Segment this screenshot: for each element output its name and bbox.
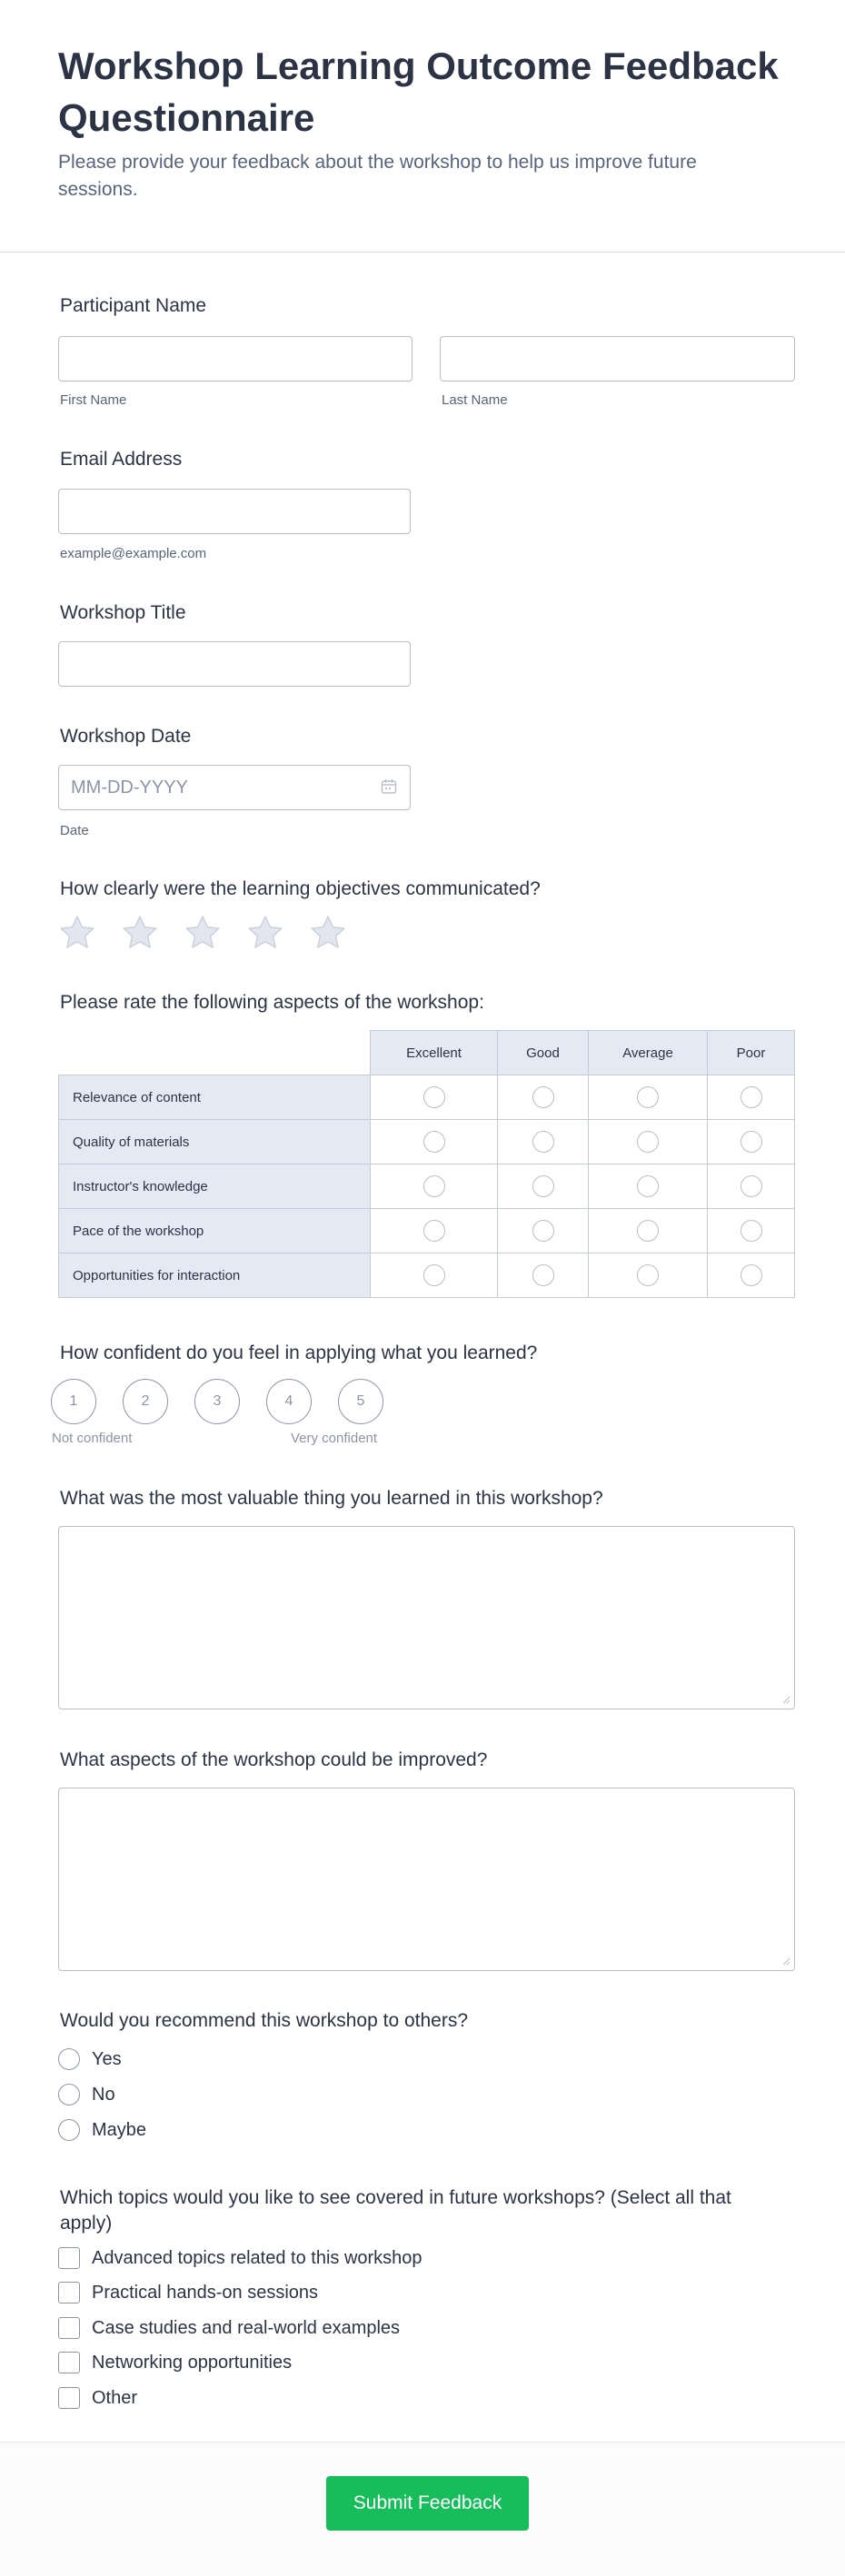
recommend-option-label: Maybe [92, 2120, 147, 2140]
matrix-cell [371, 1253, 498, 1298]
rating-matrix [58, 1030, 795, 1298]
matrix-corner [59, 1031, 371, 1075]
recommend-label: Would you recommend this workshop to others? [60, 2010, 468, 2031]
improve-label: What aspects of the workshop could be improved? [60, 1749, 488, 1770]
matrix-radio[interactable] [741, 1131, 762, 1153]
last-name-input[interactable] [440, 336, 795, 381]
scale-option-1[interactable]: 1 [51, 1379, 96, 1424]
matrix-radio[interactable] [532, 1220, 554, 1242]
matrix-label: Please rate the following aspects of the workshop: [60, 992, 484, 1013]
matrix-radio[interactable] [423, 1086, 445, 1108]
workshop-date-input[interactable] [58, 765, 411, 810]
matrix-cell [708, 1164, 795, 1209]
matrix-cell [498, 1209, 589, 1253]
matrix-radio[interactable] [741, 1264, 762, 1286]
matrix-cell [708, 1209, 795, 1253]
improve-textarea[interactable] [58, 1788, 795, 1971]
resize-grip-icon[interactable] [781, 1957, 790, 1966]
matrix-cell [371, 1209, 498, 1253]
matrix-cell [371, 1164, 498, 1209]
matrix-cell [708, 1253, 795, 1298]
matrix-row [59, 1075, 795, 1120]
last-name-sublabel: Last Name [442, 392, 508, 408]
matrix-radio[interactable] [741, 1220, 762, 1242]
matrix-cell [498, 1164, 589, 1209]
recommend-radio-yes[interactable] [58, 2048, 80, 2070]
participant-name-label: Participant Name [60, 295, 207, 316]
scale-option-2[interactable]: 2 [123, 1379, 168, 1424]
scale-option-5[interactable]: 5 [338, 1379, 383, 1424]
matrix-radio[interactable] [423, 1131, 445, 1153]
matrix-row [59, 1253, 795, 1298]
matrix-row-label: Opportunities for interaction [59, 1253, 371, 1298]
recommend-option-label: No [92, 2085, 115, 2105]
matrix-cell [498, 1120, 589, 1164]
first-name-sublabel: First Name [60, 392, 127, 408]
matrix-row [59, 1120, 795, 1164]
matrix-radio[interactable] [741, 1175, 762, 1197]
matrix-radio[interactable] [532, 1086, 554, 1108]
matrix-column-header: Good [498, 1031, 589, 1075]
matrix-radio[interactable] [637, 1175, 659, 1197]
topic-option-label: Advanced topics related to this workshop [92, 2248, 422, 2268]
matrix-cell [708, 1075, 795, 1120]
topic-option-label: Other [92, 2388, 138, 2408]
topic-checkbox[interactable] [58, 2282, 80, 2304]
resize-grip-icon[interactable] [781, 1695, 790, 1704]
star-icon[interactable] [309, 914, 347, 952]
matrix-row-label: Pace of the workshop [59, 1209, 371, 1253]
submit-button[interactable]: Submit Feedback [326, 2476, 529, 2531]
scale-option-3[interactable]: 3 [194, 1379, 240, 1424]
matrix-radio[interactable] [637, 1131, 659, 1153]
star-icon[interactable] [246, 914, 284, 952]
matrix-radio[interactable] [532, 1175, 554, 1197]
recommend-radio-no[interactable] [58, 2084, 80, 2105]
matrix-row-label: Instructor's knowledge [59, 1164, 371, 1209]
matrix-radio[interactable] [532, 1264, 554, 1286]
page-subtitle: Please provide your feedback about the workshop to help us improve future sessions. [58, 152, 697, 200]
matrix-cell [498, 1253, 589, 1298]
matrix-cell [708, 1120, 795, 1164]
matrix-column-header: Poor [708, 1031, 795, 1075]
topic-checkbox[interactable] [58, 2387, 80, 2409]
matrix-cell [589, 1164, 708, 1209]
workshop-title-label: Workshop Title [60, 602, 186, 623]
valuable-textarea[interactable] [58, 1526, 795, 1709]
matrix-column-header: Excellent [371, 1031, 498, 1075]
recommend-radio-maybe[interactable] [58, 2119, 80, 2141]
email-label: Email Address [60, 449, 183, 470]
scale-option-4[interactable]: 4 [266, 1379, 312, 1424]
first-name-input[interactable] [58, 336, 413, 381]
topic-option-label: Case studies and real-world examples [92, 2318, 401, 2338]
workshop-title-input[interactable] [58, 641, 411, 687]
topic-checkbox[interactable] [58, 2317, 80, 2339]
valuable-label: What was the most valuable thing you learned in this workshop? [60, 1488, 603, 1509]
email-sublabel: example@example.com [60, 546, 207, 561]
matrix-row-label: Quality of materials [59, 1120, 371, 1164]
matrix-column-header: Average [589, 1031, 708, 1075]
objectives-rating-label: How clearly were the learning objectives communicated? [60, 878, 541, 899]
form-header [0, 0, 845, 253]
topics-label: Which topics would you like to see covered in future workshops? (Select all that apply) [60, 2187, 731, 2234]
recommend-option-label: Yes [92, 2049, 122, 2069]
matrix-cell [589, 1075, 708, 1120]
matrix-radio[interactable] [637, 1220, 659, 1242]
matrix-radio[interactable] [532, 1131, 554, 1153]
matrix-cell [589, 1253, 708, 1298]
scale-high-label: Very confident [291, 1431, 378, 1446]
matrix-row [59, 1164, 795, 1209]
matrix-radio[interactable] [741, 1086, 762, 1108]
star-icon[interactable] [184, 914, 222, 952]
matrix-radio[interactable] [423, 1175, 445, 1197]
matrix-cell [371, 1075, 498, 1120]
topic-checkbox[interactable] [58, 2247, 80, 2269]
star-icon[interactable] [58, 914, 96, 952]
calendar-icon[interactable] [381, 778, 397, 795]
matrix-cell [371, 1120, 498, 1164]
matrix-cell [589, 1209, 708, 1253]
matrix-row [59, 1209, 795, 1253]
scale-low-label: Not confident [52, 1431, 133, 1446]
matrix-radio[interactable] [423, 1264, 445, 1286]
matrix-radio[interactable] [423, 1220, 445, 1242]
page-title: Workshop Learning Outcome Feedback Questionnaire [58, 45, 779, 139]
matrix-radio[interactable] [637, 1086, 659, 1108]
topic-checkbox[interactable] [58, 2352, 80, 2373]
matrix-radio[interactable] [637, 1264, 659, 1286]
topic-option-label: Networking opportunities [92, 2353, 293, 2373]
workshop-date-label: Workshop Date [60, 726, 192, 747]
email-input[interactable] [58, 489, 411, 534]
confidence-label: How confident do you feel in applying what you learned? [60, 1342, 538, 1363]
matrix-row-label: Relevance of content [59, 1075, 371, 1120]
workshop-date-sublabel: Date [60, 823, 89, 838]
star-icon[interactable] [121, 914, 159, 952]
topic-option-label: Practical hands-on sessions [92, 2283, 319, 2303]
matrix-cell [498, 1075, 589, 1120]
matrix-cell [589, 1120, 708, 1164]
